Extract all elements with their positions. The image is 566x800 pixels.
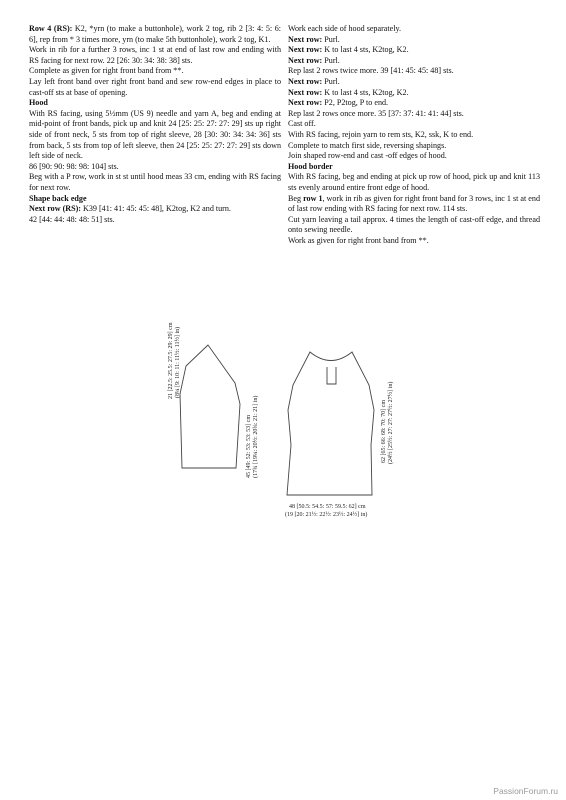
hood-heading: Hood — [29, 98, 48, 108]
row-text: Purl. — [322, 55, 340, 65]
separate-paragraph: Work each side of hood separately. — [288, 24, 401, 33]
next-row-label: Next row: — [288, 55, 323, 65]
body-outline — [287, 352, 374, 495]
footer-watermark: PassionForum.ru — [493, 786, 558, 796]
shape-back-heading: Shape back edge — [29, 193, 87, 203]
row-text: Purl. — [322, 76, 340, 86]
sleeve-length-cm-label: 45 [49: 52: 53: 53: 53] cm — [246, 415, 252, 478]
row4-text: K2, *yrn (to make a buttonhole), work 2 tog, rib 2 [3: 4: 5: 6: 6], rep from * 3 times more, yrn (to make 5th buttonhole), work 2 tog, K1. — [29, 24, 282, 44]
repeat-paragraph: Rep last 2 rows twice more. 39 [41: 45: 45: 48] sts. — [288, 66, 454, 76]
row-text: K to last 4 sts, K2tog, K2. — [322, 45, 409, 55]
sleeve-top-in-label: (8¼ [9: 10: 11: 11½: 11½] in) — [175, 326, 181, 398]
sleeve-length-in-label: (17¾ [19¼: 20½: 20¾: 21: 21] in) — [253, 395, 259, 478]
sleeve-outline — [180, 345, 240, 468]
repeat-paragraph-2: Rep last 2 rows once more. 35 [37: 37: 41: 41: 44] sts. — [288, 108, 464, 118]
stitch-count-paragraph: 86 [90: 90: 98: 98: 104] sts. — [29, 161, 119, 171]
complete-match-paragraph: Complete to match first side, reversing shapings. — [288, 140, 447, 150]
neck-opening — [327, 367, 336, 384]
width-cm-label: 48 [50.5: 54.5: 57: 59.5: 62] cm — [289, 504, 366, 510]
hood-border-heading: Hood border — [288, 161, 333, 171]
final-paragraph: Work as given for right front band from **. — [288, 235, 429, 245]
row-text: K to last 4 sts, K2tog, K2. — [322, 87, 409, 97]
row1-label: row 1 — [303, 193, 323, 203]
st-st-paragraph: Beg with a P row, work in st st until hood meas 33 cm, ending with RS facing for next row. — [29, 172, 281, 192]
next-row-label: Next row: — [288, 45, 323, 55]
next-row-text: K39 [41: 41: 45: 45: 48], K2tog, K2 and turn. — [81, 204, 231, 214]
next-row-label: Next row (RS): — [29, 204, 81, 214]
lay-band-paragraph: Lay left front band over right front band and sew row-end edges in place to cast-off sts at base of opening. — [29, 76, 281, 97]
cast-off-paragraph: Cast off. — [288, 119, 316, 129]
next-row-label: Next row: — [288, 76, 323, 86]
cut-yarn-paragraph: Cut yarn leaving a tail approx. 4 times the length of cast-off edge, and thread onto sewing needle. — [288, 214, 540, 235]
join-paragraph: Join shaped row-end and cast -off edges of hood. — [288, 151, 447, 161]
next-row-label: Next row: — [288, 34, 323, 44]
hood-paragraph: With RS facing, using 5½mm (US 9) needle and yarn A, beg and ending at mid-point of front bands, pick up and knit 24 [25: 25: 27: 27: 29] sts up right side of front neck, 5 sts from top of right sleeve, 28 [30: 30: 34: 34: 36] sts from back, 5 sts from top of left sleeve, then 24 [25: 25: 27: 27: 29] sts down left side of neck. — [29, 108, 281, 161]
next-row-label: Next row: — [288, 98, 323, 108]
stitch-count-paragraph-2: 42 [44: 44: 48: 48: 51] sts. — [29, 214, 115, 224]
row-text: Purl. — [322, 34, 340, 44]
row-text: P2, P2tog, P to end. — [322, 98, 389, 108]
complete-paragraph: Complete as given for right front band from **. — [29, 66, 184, 76]
row4-label: Row 4 (RS): — [29, 24, 73, 33]
next-row-label: Next row: — [288, 87, 323, 97]
sleeve-top-cm-label: 21 [22.5: 25.5: 27.5: 29: 29] cm — [168, 322, 174, 399]
row1-text: , work in rib as given for right front band for 3 rows, inc 1 st at end of last row ending with RS facing for next row. 114 sts. — [288, 193, 540, 214]
width-in-label: (19 [20: 21½: 22½: 23½: 24½] in) — [285, 512, 368, 518]
beg-text: Beg — [288, 193, 304, 203]
rib-paragraph: Work in rib for a further 3 rows, inc 1 st at end of last row and ending with RS facing for next row. 22 [26: 30: 34: 38: 38] sts. — [29, 45, 281, 65]
pick-up-paragraph: With RS facing, beg and ending at pick up row of hood, pick up and knit 113 sts evenly around entire front edge of hood. — [288, 172, 540, 192]
rejoin-paragraph: With RS facing, rejoin yarn to rem sts, K2, ssk, K to end. — [288, 129, 474, 139]
body-length-in-label: (24½ [25½: 27: 27: 27½: 27½] in) — [388, 381, 394, 464]
body-length-cm-label: 62 [65: 66: 68: 70: 70] cm — [381, 400, 387, 463]
